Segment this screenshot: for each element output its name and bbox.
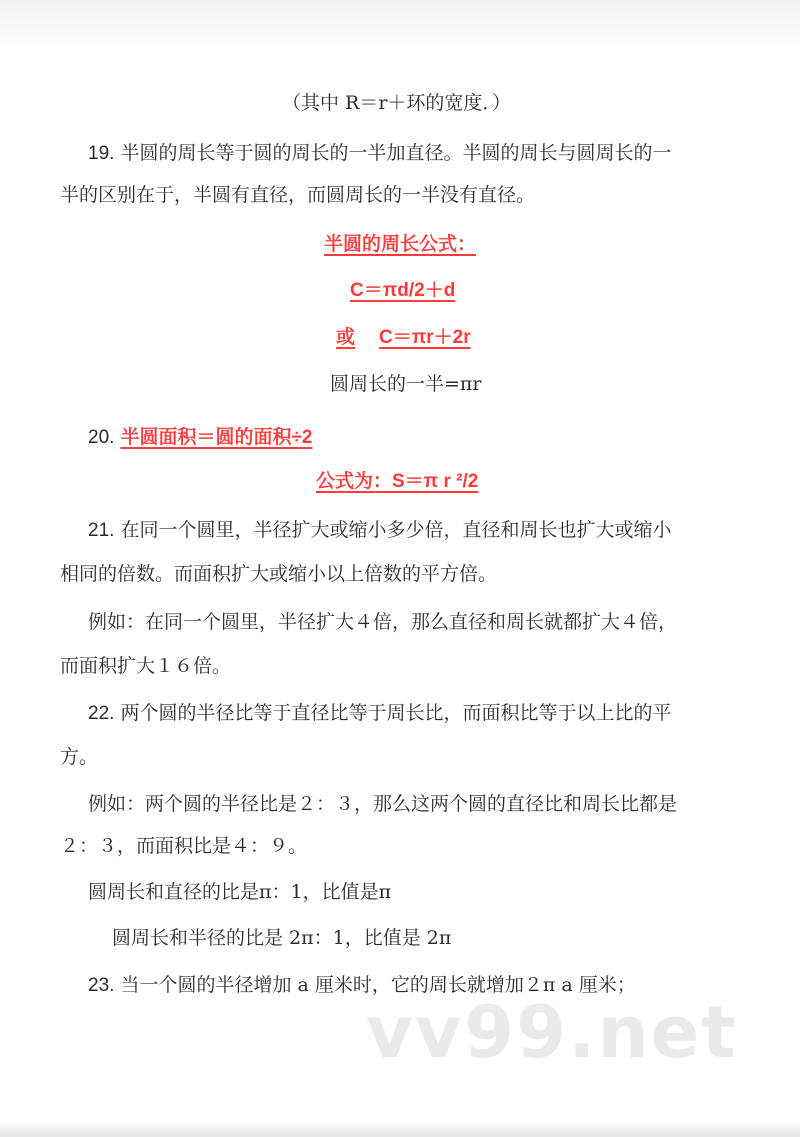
page-bottom-shadow	[0, 1120, 800, 1137]
item-22-example-line-1: 例如：两个圆的半径比是２：３，那么这两个圆的直径比和周长比都是	[88, 793, 678, 815]
item-20-number: 20.	[88, 427, 115, 448]
item-22-line-1	[88, 701, 671, 726]
or-label: 或	[336, 327, 356, 348]
watermark-logo: vv99.net	[366, 990, 738, 1074]
item-21-number: 21.	[88, 520, 115, 541]
item-21-example-line-2: 而面积扩大１６倍。	[60, 655, 232, 677]
semicircle-area-formula: 半圆面积＝圆的面积÷2	[120, 427, 313, 448]
half-circumference-note: 圆周长的一半=πr	[330, 373, 482, 395]
item-21-line-1	[88, 518, 671, 543]
item-22-example-line-2: ２：３，而面积比是４：９。	[60, 835, 308, 857]
item-23-text: 当一个圆的半径增加 a 厘米时，它的周长就增加２π a 厘米；	[120, 974, 636, 996]
item-21-text: 在同一个圆里，半径扩大或缩小多少倍，直径和周长也扩大或缩小	[120, 519, 672, 541]
item-19-line-2: 半的区别在于，半圆有直径，而圆周长的一半没有直径。	[60, 184, 536, 206]
semicircle-area-formula-2: 公式为：S＝π r ²/2	[316, 471, 479, 492]
item-23-number: 23.	[88, 975, 115, 996]
item-21-line-2: 相同的倍数。而面积扩大或缩小以上倍数的平方倍。	[60, 563, 498, 585]
ring-width-note: （其中 R＝r＋环的宽度．）	[282, 92, 511, 114]
page-top-shadow	[0, 0, 800, 48]
item-22-line-2: 方。	[60, 746, 99, 768]
item-20-line	[88, 425, 352, 450]
item-19-text: 半圆的周长等于圆的周长的一半加直径。半圆的周长与圆周长的一	[120, 142, 672, 164]
item-21-example-line-1: 例如：在同一个圆里，半径扩大４倍，那么直径和周长就都扩大４倍，	[88, 611, 678, 633]
semicircle-perimeter-formula-heading: 半圆的周长公式：	[324, 234, 477, 255]
formula-2-text: C＝πr＋2r	[379, 327, 471, 348]
semicircle-perimeter-formula-1: C＝πd/2＋d	[350, 280, 456, 301]
circumference-diameter-ratio: 圆周长和直径的比是π：1，比值是π	[88, 881, 392, 903]
item-19-line-1	[88, 141, 671, 166]
circumference-radius-ratio: 圆周长和半径的比是 2π：1，比值是 2π	[112, 927, 452, 949]
item-19-number: 19.	[88, 143, 115, 164]
item-22-text: 两个圆的半径比等于直径比等于周长比，而面积比等于以上比的平	[120, 702, 672, 724]
semicircle-perimeter-formula-2	[336, 326, 471, 350]
item-22-number: 22.	[88, 703, 115, 724]
